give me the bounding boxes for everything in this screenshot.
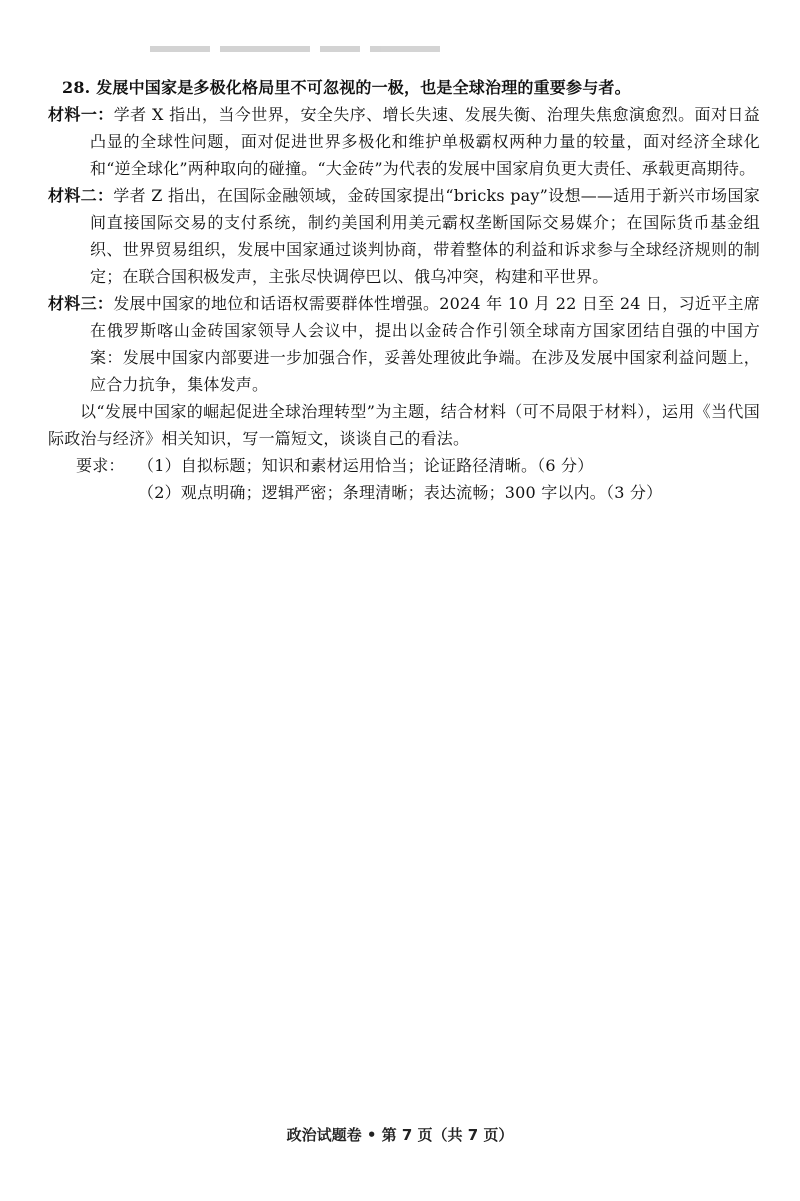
faint-header-artifact [150,38,490,52]
material-1 [48,101,760,182]
material-3 [48,290,760,398]
question-content [48,74,760,506]
writing-task: 以“发展中国家的崛起促进全球治理转型”为主题，结合材料（可不局限于材料），运用《当代国际政治与经济》相关知识，写一篇短文，谈谈自己的看法。 [48,402,760,448]
requirement-2-text: （2）观点明确；逻辑严密；条理清晰；表达流畅；300 字以内。（3 分） [138,483,663,502]
page-footer: 政治试题卷 • 第 7 页（共 7 页） [286,1126,514,1144]
material-3-label: 材料三： [48,294,114,313]
requirements-label: 要求： [76,456,125,475]
requirement-1 [48,452,760,479]
material-1-text: 学者 X 指出，当今世界，安全失序、增长失速、发展失衡、治理失焦愈演愈烈。面对日益凸显的全球性问题，面对促进世界多极化和维护单极霸权两种力量的较量，面对经济全球化和“逆全球化”两种取向的碰撞。“大金砖”为代表的发展中国家肩负更大责任、承载更高期待。 [90,105,760,178]
material-2-text: 学者 Z 指出，在国际金融领域，金砖国家提出“bricks pay”设想——适用于新兴市场国家间直接国际交易的支付系统，制约美国利用美元霸权垄断国际交易媒介；在国际货币基金组织、世界贸易组织，发展中国家通过谈判协商，带着整体的利益和诉求参与全球经济规则的制定；在联合国积极发声，主张尽快调停巴以、俄乌冲突，构建和平世界。 [90,186,760,286]
material-1-label: 材料一： [48,105,114,124]
material-3-text: 发展中国家的地位和话语权需要群体性增强。2024 年 10 月 22 日至 24 日，习近平主席在俄罗斯喀山金砖国家领导人会议中，提出以金砖合作引领全球南方国家团结自强的中国方案：发展中国家内部要进一步加强合作，妥善处理彼此争端。在涉及发展中国家利益问题上，应合力抗争，集体发声。 [90,294,760,394]
material-2 [48,182,760,290]
question-stem: 28. 发展中国家是多极化格局里不可忽视的一极，也是全球治理的重要参与者。 [62,78,631,97]
material-2-label: 材料二： [48,186,114,205]
requirement-1-text: （1）自拟标题；知识和素材运用恰当；论证路径清晰。（6 分） [138,456,594,475]
